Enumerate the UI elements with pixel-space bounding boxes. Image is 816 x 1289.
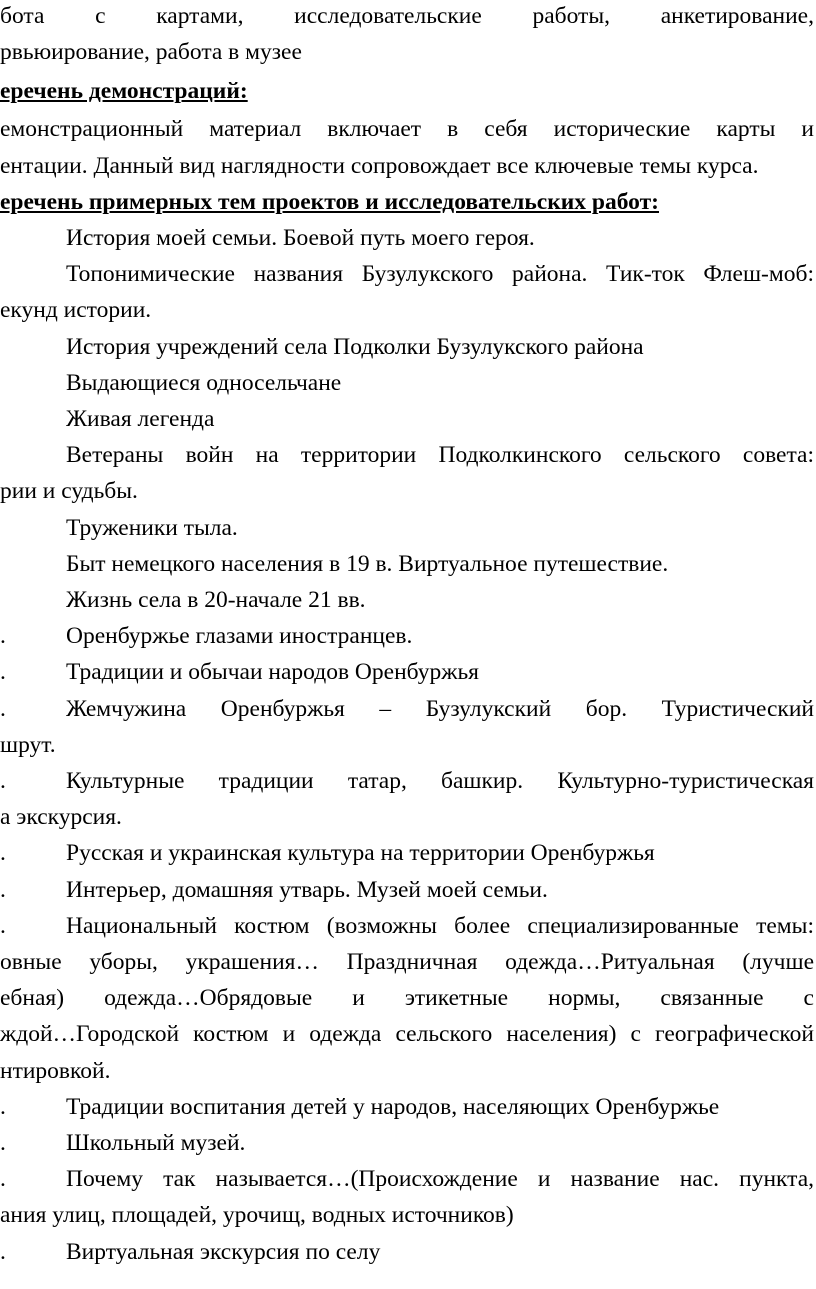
topic-item-text: Русская и украинская культура на территории Оренбуржья xyxy=(66,840,655,866)
topic-item-continuation: а экскурсия. xyxy=(0,804,122,830)
topic-item-text: Виртуальная экскурсия по селу xyxy=(66,1239,381,1265)
topic-item xyxy=(0,584,814,616)
topic-item-number: . xyxy=(0,659,6,685)
topic-item-number: . xyxy=(0,1166,6,1192)
topic-item xyxy=(0,837,814,869)
topic-item xyxy=(0,258,814,290)
topic-item-text: Оренбуржье глазами иностранцев. xyxy=(66,623,413,649)
topics-heading: еречень примерных тем проектов и исследовательских работ: xyxy=(0,189,659,215)
topic-item xyxy=(0,1091,814,1123)
topic-item-number: . xyxy=(0,768,6,794)
topic-item-text: Традиции и обычаи народов Оренбуржья xyxy=(66,659,479,685)
topic-item-continuation: ания улиц, площадей, урочищ, водных источников) xyxy=(0,1202,514,1228)
demonstrations-text-2: ентации. Данный вид наглядности сопровождает все ключевые темы курса. xyxy=(0,153,759,179)
topic-item-continuation: екунд истории. xyxy=(0,297,152,323)
topic-item xyxy=(0,620,814,652)
topic-item-number: . xyxy=(0,696,6,722)
topic-item-number: . xyxy=(0,623,6,649)
topic-item xyxy=(0,331,814,363)
topic-item xyxy=(0,656,814,688)
topic-item-text: Быт немецкого населения в 19 в. Виртуальное путешествие. xyxy=(66,551,669,577)
intro-line-2: рвьюирование, работа в музее xyxy=(0,39,302,65)
topic-item-text: Школьный музей. xyxy=(66,1130,246,1156)
topic-item-text: Интерьер, домашняя утварь. Музей моей семьи. xyxy=(66,877,548,903)
topic-item-continuation: рии и судьбы. xyxy=(0,478,138,504)
topic-item-text: Выдающиеся односельчане xyxy=(66,370,342,396)
topic-item xyxy=(0,1236,814,1268)
topic-item-text: История учреждений села Подколки Бузулукского района xyxy=(66,334,644,360)
topic-item-number: . xyxy=(0,1094,6,1120)
topic-item xyxy=(0,439,814,471)
topic-item xyxy=(0,1127,814,1159)
topic-item-text: История моей семьи. Боевой путь моего героя. xyxy=(66,225,535,251)
topic-item xyxy=(0,403,814,435)
topic-item xyxy=(0,874,814,906)
topic-item-number: . xyxy=(0,840,6,866)
topic-item-continuation: шрут. xyxy=(0,732,56,758)
topic-item xyxy=(0,910,814,942)
topic-item-continuation: ебная) одежда…Обрядовые и этикетные нормы, связанные с xyxy=(0,985,814,1011)
topic-item-text: Жизнь села в 20-начале 21 вв. xyxy=(66,587,366,613)
topic-item-text: Ветераны войн на территории Подколкинского сельского совета: xyxy=(66,442,814,468)
topic-item-text: Культурные традиции татар, башкир. Культурно-туристическая xyxy=(66,768,814,794)
topic-item xyxy=(0,367,814,399)
topic-item xyxy=(0,512,814,544)
topic-item-number: . xyxy=(0,877,6,903)
topic-item-text: Топонимические названия Бузулукского района. Тик-ток Флеш-моб: xyxy=(66,261,814,287)
topic-item-text: Традиции воспитания детей у народов, населяющих Оренбуржье xyxy=(66,1094,720,1120)
topic-item xyxy=(0,693,814,725)
topic-item-continuation: ждой…Городской костюм и одежда сельского населения) с географической xyxy=(0,1021,814,1047)
topic-item xyxy=(0,222,814,254)
topic-item-text: Труженики тыла. xyxy=(66,515,238,541)
demonstrations-text-1: емонстрационный материал включает в себя исторические карты и xyxy=(0,116,814,142)
topic-item-text: Живая легенда xyxy=(66,406,215,432)
topic-item xyxy=(0,548,814,580)
topic-item xyxy=(0,1163,814,1195)
topic-item-number: . xyxy=(0,1239,6,1265)
topic-item-continuation: овные уборы, украшения… Праздничная одежда…Ритуальная (лучше xyxy=(0,949,814,975)
topic-item-number: . xyxy=(0,913,6,939)
intro-line-1: бота с картами, исследовательские работы, анкетирование, xyxy=(0,3,814,29)
topic-item-text: Национальный костюм (возможны более специализированные темы: xyxy=(66,913,814,939)
topic-item-continuation: нтировкой. xyxy=(0,1058,111,1084)
topic-item-text: Жемчужина Оренбуржья – Бузулукский бор. Туристический xyxy=(66,696,814,722)
topic-item-text: Почему так называется…(Происхождение и название нас. пункта, xyxy=(66,1166,814,1192)
topic-item-number: . xyxy=(0,1130,6,1156)
demonstrations-heading: еречень демонстраций: xyxy=(0,78,248,104)
topic-item xyxy=(0,765,814,797)
